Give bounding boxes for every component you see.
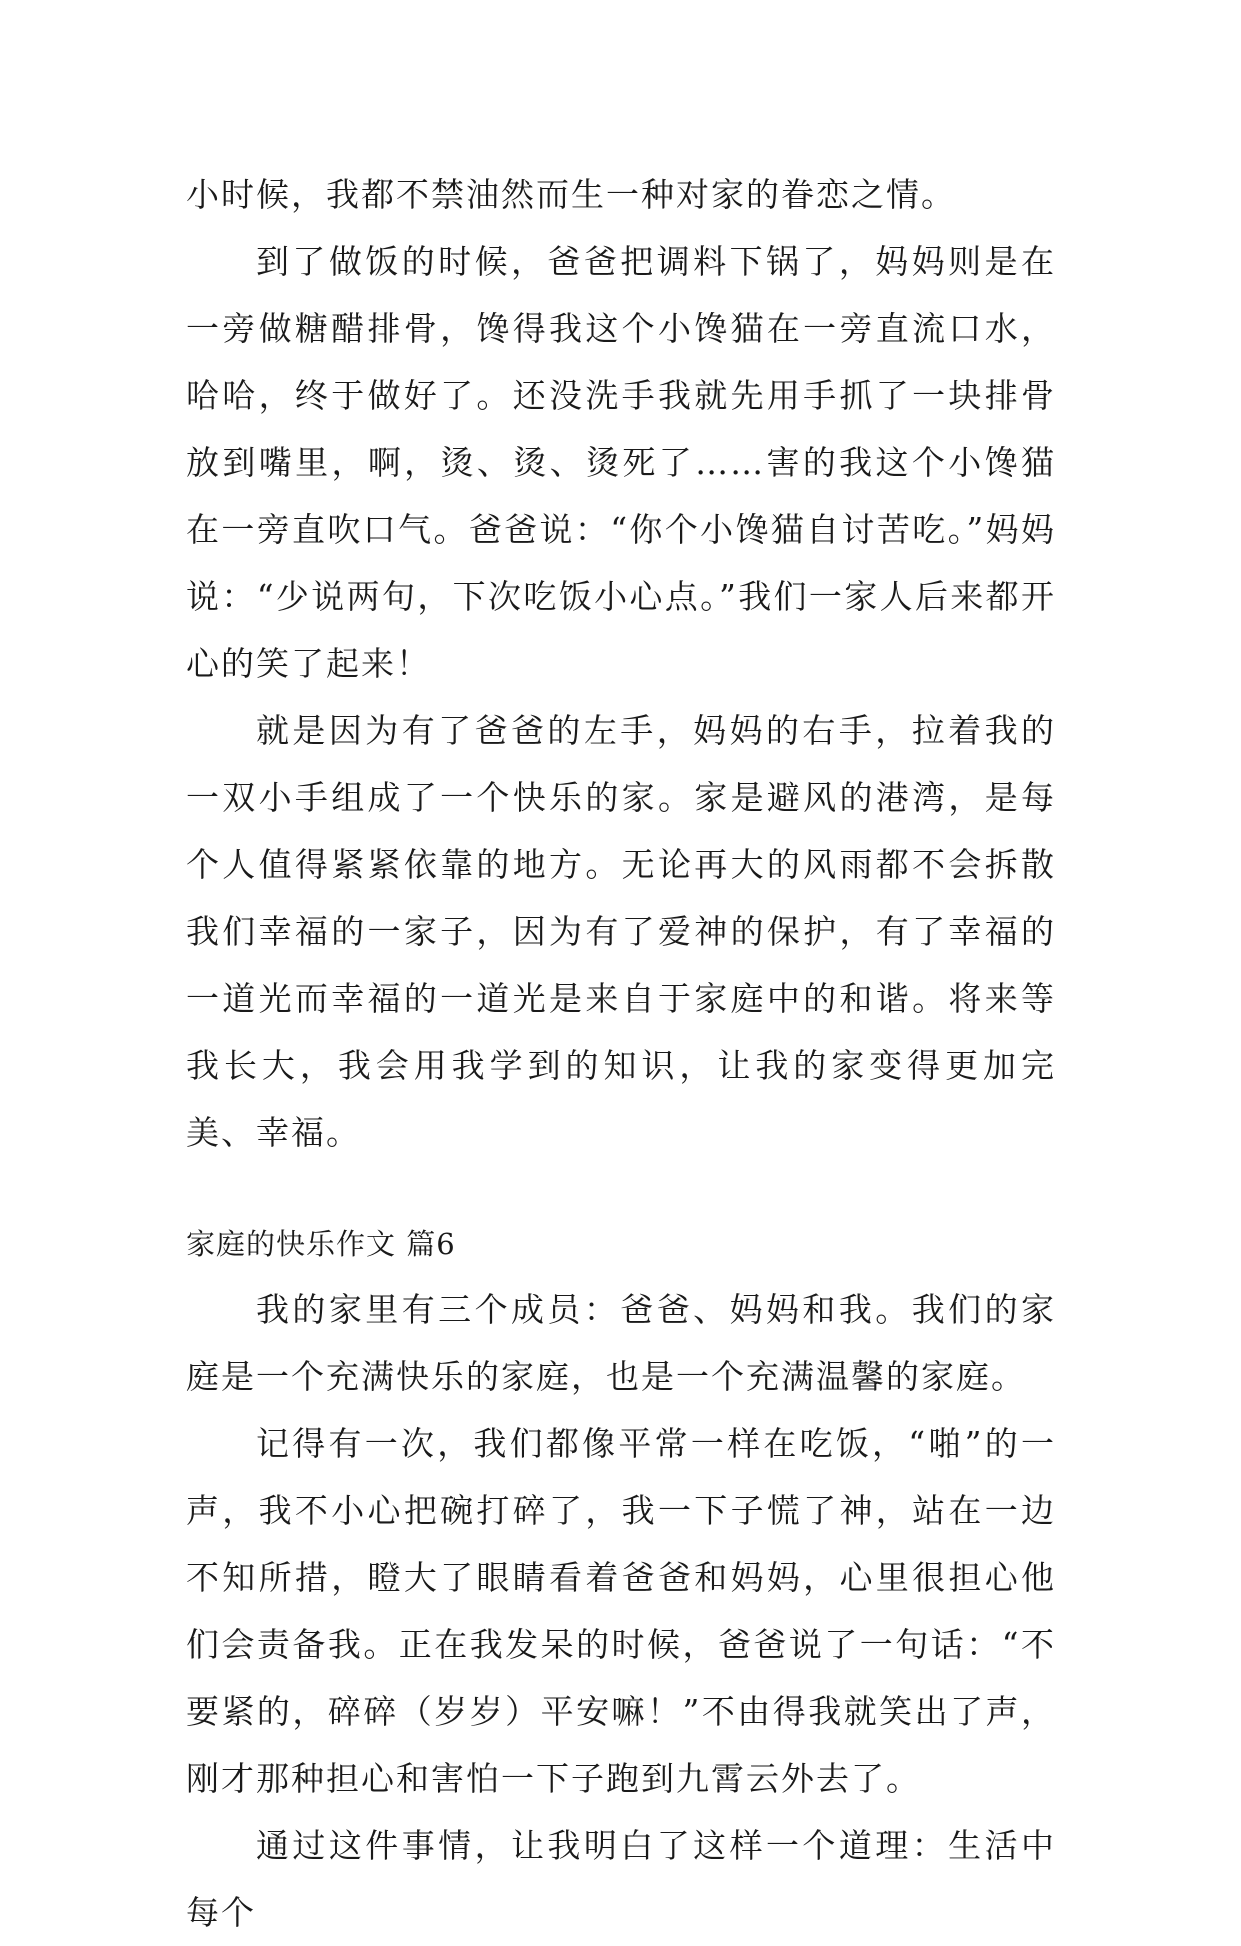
paragraph-broken-bowl: 记得有一次，我们都像平常一样在吃饭，“啪”的一声，我不小心把碗打碎了，我一下子慌了神，站在一边不知所措，瞪大了眼睛看着爸爸和妈妈，心里很担心他们会责备我。正在我发呆的时候，爸爸说了一句话：“不要紧的，碎碎（岁岁）平安嘛！”不由得我就笑出了声，刚才那种担心和害怕一下子跑到九霄云外去了。 (186, 1424, 1056, 1798)
paragraph-continuation: 小时候，我都不禁油然而生一种对家的眷恋之情。 (186, 175, 956, 214)
paragraph-family-harbor: 就是因为有了爸爸的左手，妈妈的右手，拉着我的一双小手组成了一个快乐的家。家是避风的港湾，是每个人值得紧紧依靠的地方。无论再大的风雨都不会拆散我们幸福的一家子，因为有了爱神的保护，有了幸福的一道光而幸福的一道光是来自于家庭中的和谐。将来等我长大，我会用我学到的知识，让我的家变得更加完美、幸福。 (186, 711, 1056, 1152)
section-spacer (186, 1166, 1056, 1212)
paragraph-cooking: 到了做饭的时候，爸爸把调料下锅了，妈妈则是在一旁做糖醋排骨，馋得我这个小馋猫在一旁直流口水，哈哈，终于做好了。还没洗手我就先用手抓了一块排骨放到嘴里，啊，烫、烫、烫死了……害的我这个小馋猫在一旁直吹口气。爸爸说：“你个小馋猫自讨苦吃。”妈妈说：“少说两句，下次吃饭小心点。”我们一家人后来都开心的笑了起来！ (186, 242, 1056, 683)
paragraph-family-members: 我的家里有三个成员：爸爸、妈妈和我。我们的家庭是一个充满快乐的家庭，也是一个充满温馨的家庭。 (186, 1290, 1056, 1396)
section-heading: 家庭的快乐作文 篇6 (186, 1227, 456, 1261)
paragraph-lesson: 通过这件事情，让我明白了这样一个道理：生活中每个 (186, 1826, 1056, 1932)
document-body (186, 161, 1056, 1946)
